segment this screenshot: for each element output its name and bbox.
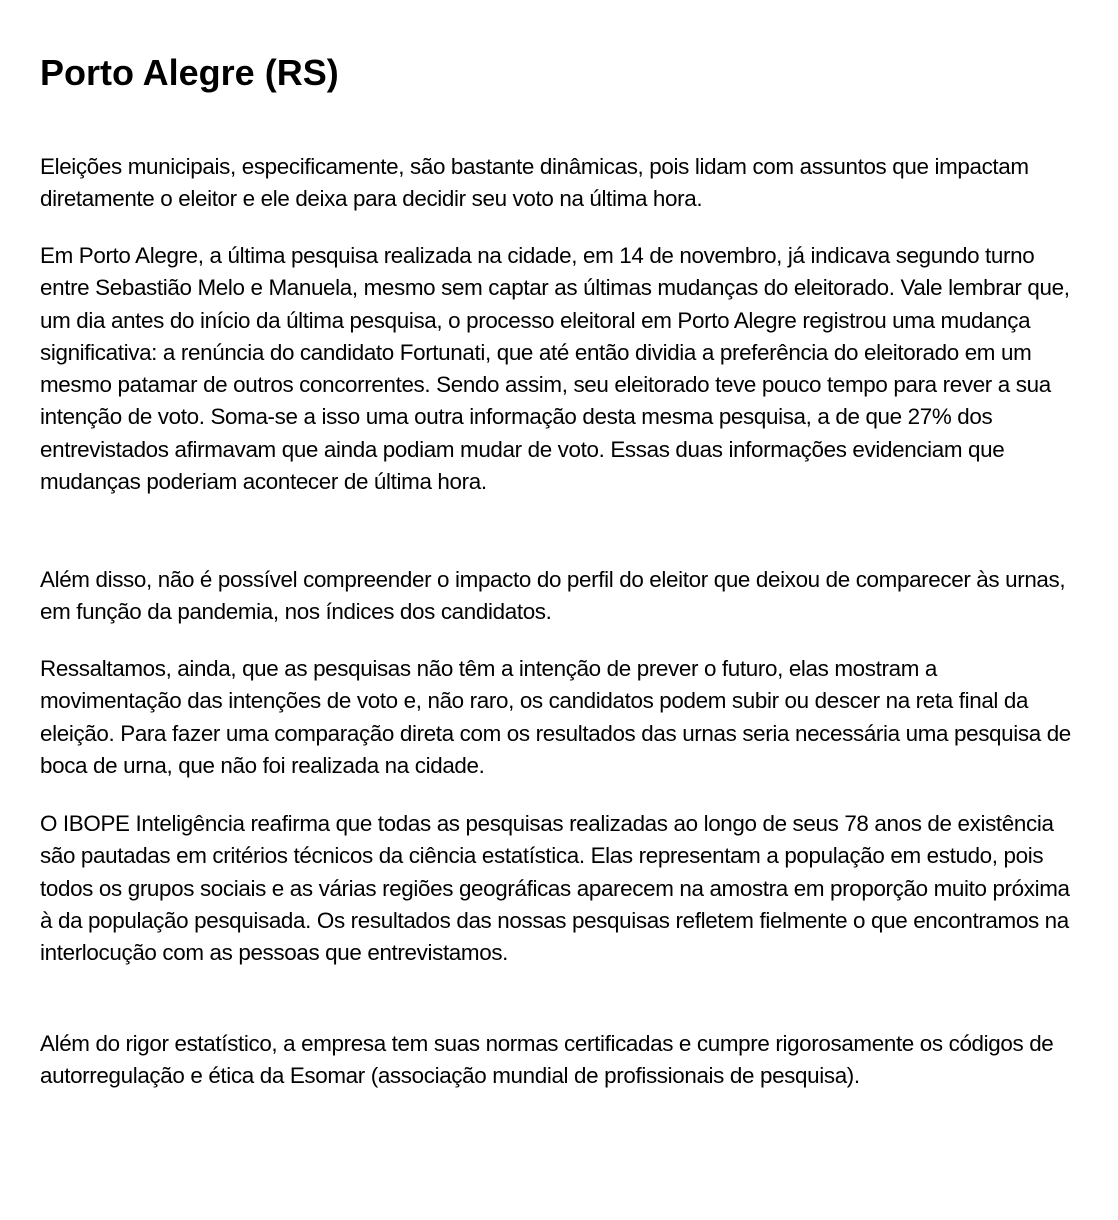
paragraph-esomar: Além do rigor estatístico, a empresa tem suas normas certificadas e cumpre rigorosamente os códigos de autorregulação e ética da Esomar (associação mundial de profissionais de pesquisa). [40,1031,1054,1089]
document-title: Porto Alegre (RS) [40,52,339,93]
paragraph-intro: Eleições municipais, especificamente, são bastante dinâmicas, pois lidam com assuntos que impactam diretamente o eleitor e ele deixa para decidir seu voto na última hora. [40,154,1029,212]
paragraph-last-poll: Em Porto Alegre, a última pesquisa realizada na cidade, em 14 de novembro, já indicava segundo turno entre Sebastião Melo e Manuela, mesmo sem captar as últimas mudanças do eleitorado. Vale lembrar que, um dia antes do início da última pesquisa, o processo eleitoral em Porto Alegre registrou uma mudança significativa: a renúncia do candidato Fortunati, que até então dividia a preferência do eleitorado em um mesmo patamar de outros concorrentes. Sendo assim, seu eleitorado teve pouco tempo para rever a sua intenção de voto. Soma-se a isso uma outra informação desta mesma pesquisa, a de que 27% dos entrevistados afirmavam que ainda podiam mudar de voto. Essas duas informações evidenciam que mudanças poderiam acontecer de última hora. [40,243,1070,495]
paragraph-ibope: O IBOPE Inteligência reafirma que todas as pesquisas realizadas ao longo de seus 78 anos de existência são pautadas em critérios técnicos da ciência estatística. Elas representam a população em estudo, pois todos os grupos sociais e as várias regiões geográficas aparecem na amostra em proporção muito próxima à da população pesquisada. Os resultados das nossas pesquisas refletem fielmente o que encontramos na interlocução com as pessoas que entrevistamos. [40,811,1070,966]
paragraph-pandemic: Além disso, não é possível compreender o impacto do perfil do eleitor que deixou de comparecer às urnas, em função da pandemia, nos índices dos candidatos. [40,567,1066,625]
paragraph-purpose: Ressaltamos, ainda, que as pesquisas não têm a intenção de prever o futuro, elas mostram a movimentação das intenções de voto e, não raro, os candidatos podem subir ou descer na reta final da eleição. Para fazer uma comparação direta com os resultados das urnas seria necessária uma pesquisa de boca de urna, que não foi realizada na cidade. [40,656,1071,778]
